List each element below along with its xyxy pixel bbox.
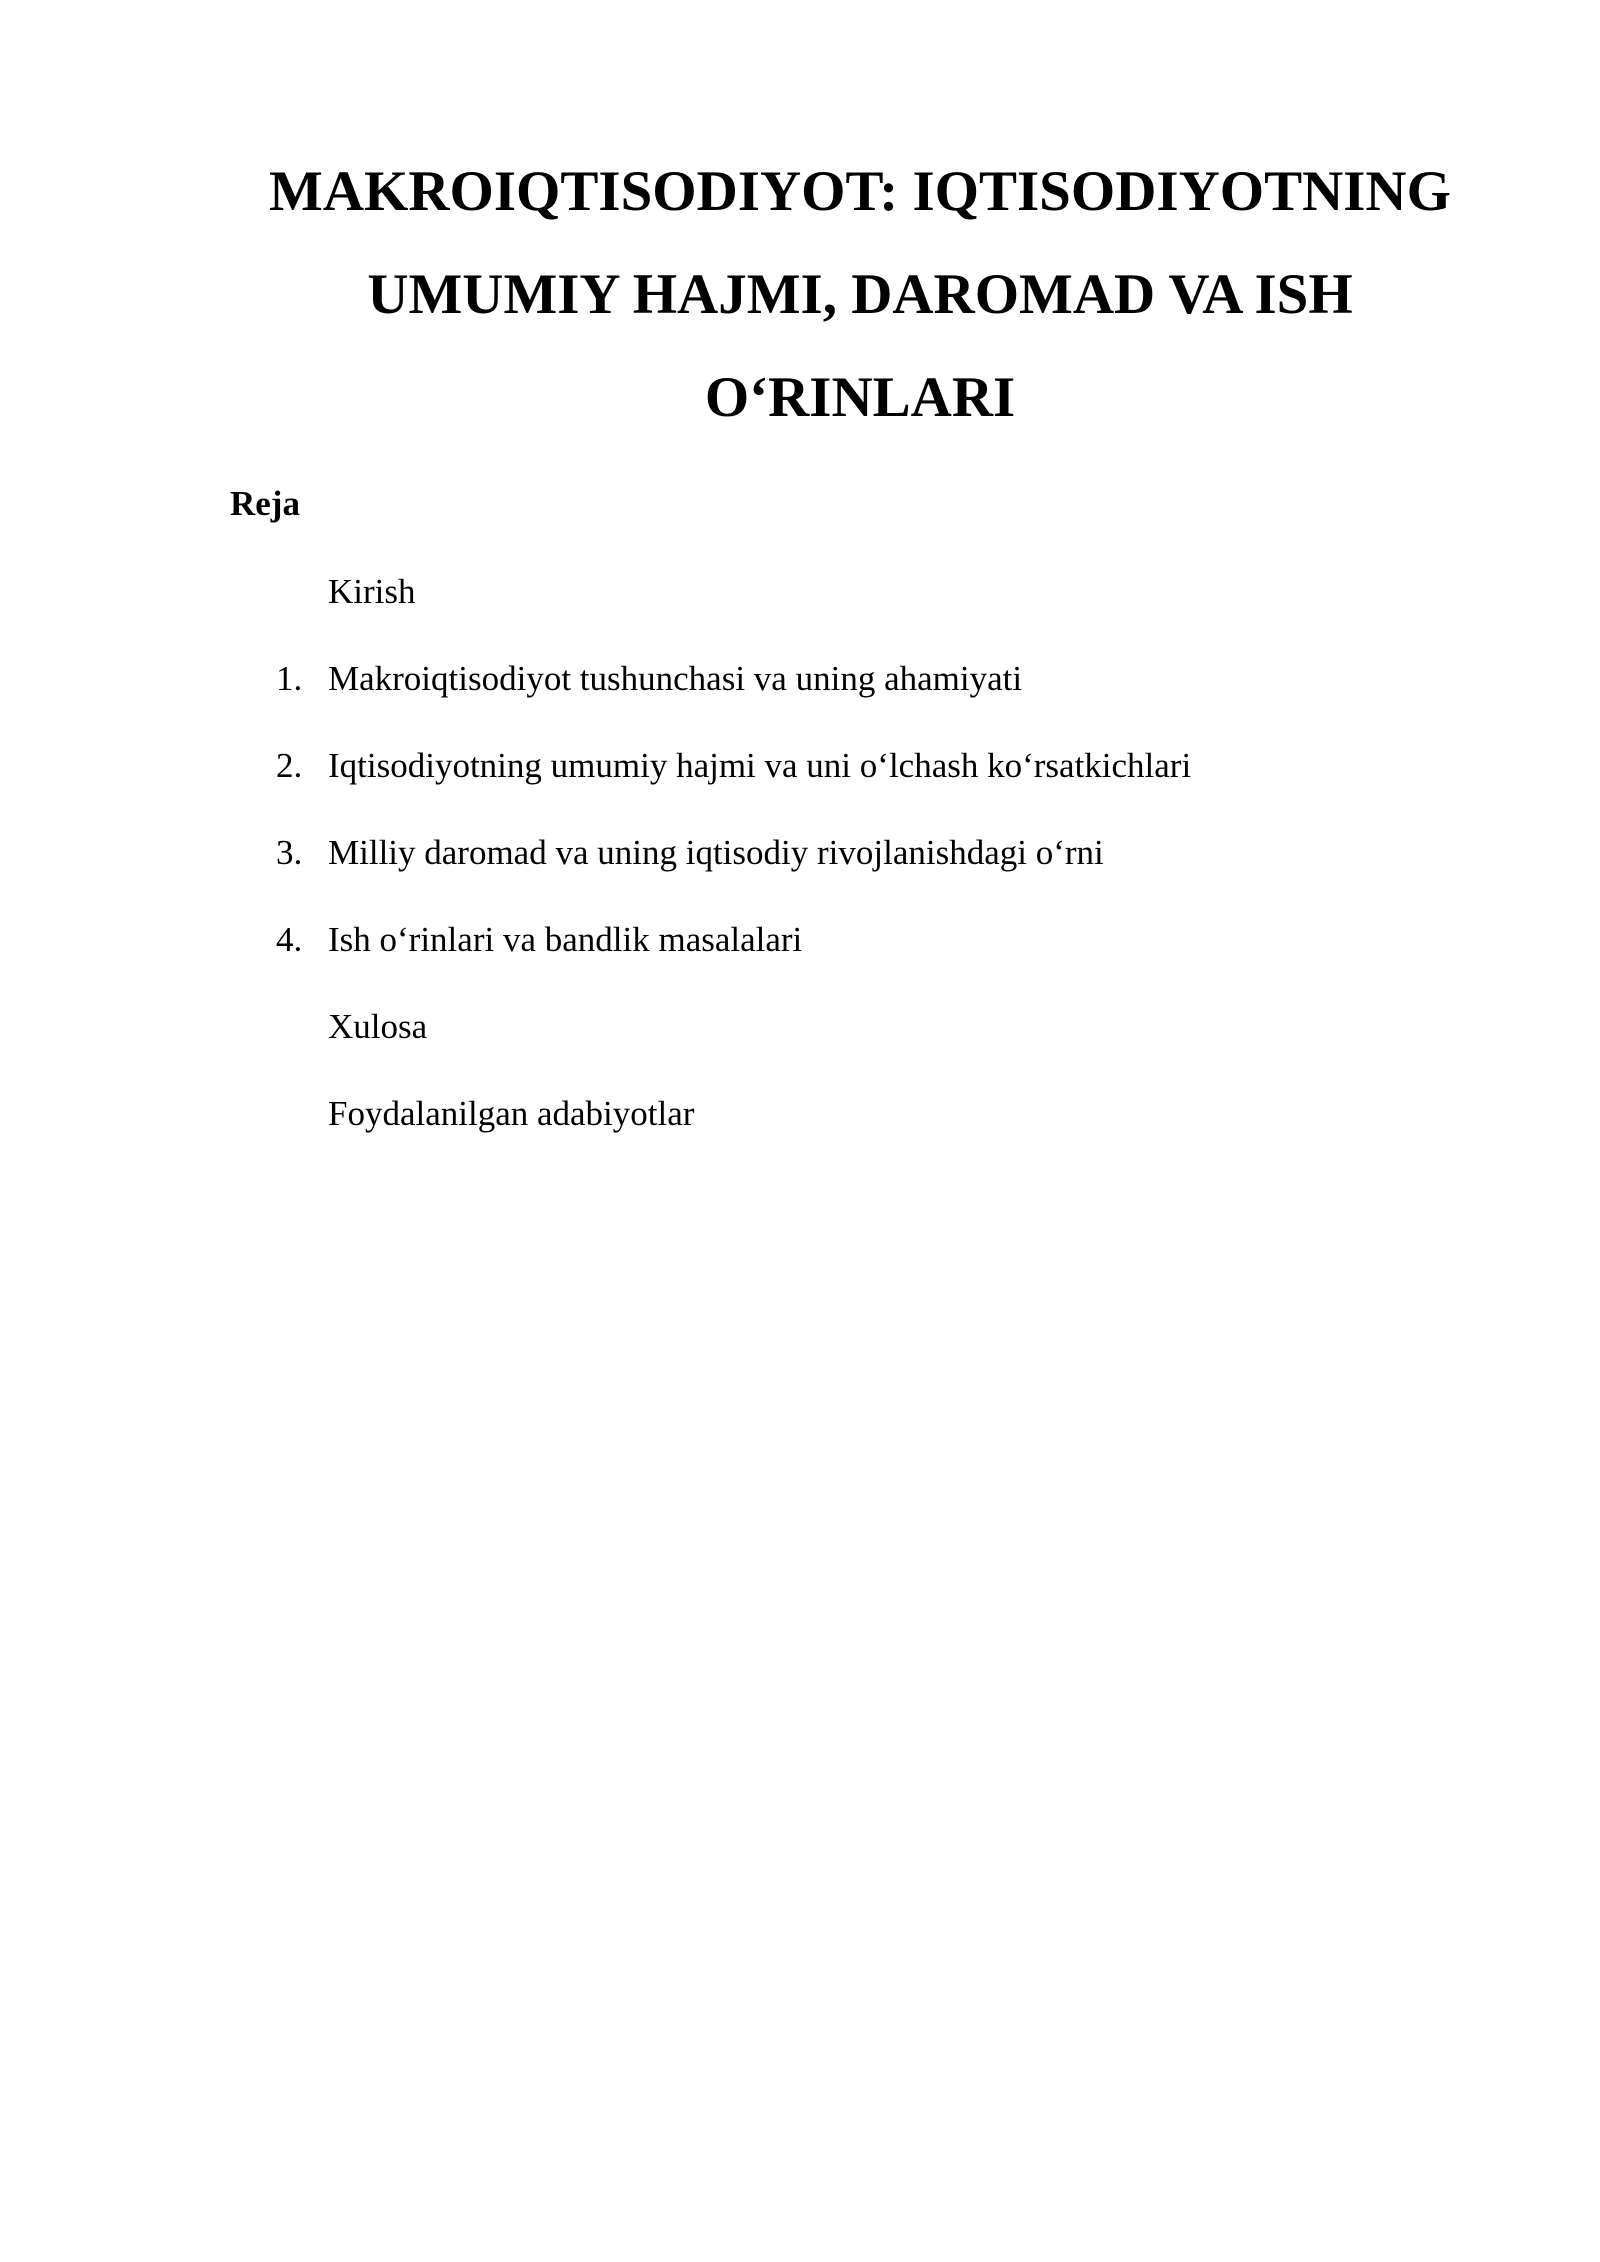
title-line-2: UMUMIY HAJMI, DAROMAD VA ISH (367, 263, 1353, 326)
plan-item-text: Iqtisodiyotning umumiy hajmi va uni o‘lchash ko‘rsatkichlari (328, 746, 1192, 785)
plan-item-text: Kirish (328, 572, 416, 611)
plan-item-number: 1. (276, 659, 303, 698)
plan-item-2 (230, 742, 1430, 829)
plan-item-references (230, 1090, 1430, 1177)
plan-item-intro (230, 568, 1430, 655)
plan-item-text: Makroiqtisodiyot tushunchasi va uning ahamiyati (328, 659, 1023, 698)
plan-item-4 (230, 916, 1430, 1003)
title-line-3: O‘RINLARI (704, 366, 1016, 429)
plan-item-conclusion (230, 1003, 1430, 1090)
plan-item-text: Ish o‘rinlari va bandlik masalalari (328, 920, 803, 959)
plan-item-number: 2. (276, 746, 303, 785)
document-title (230, 140, 1490, 449)
plan-heading: Reja (230, 484, 300, 523)
plan-item-3 (230, 829, 1430, 916)
title-line-1: MAKROIQTISODIYOT: IQTISODIYOTNING (269, 160, 1451, 223)
plan-item-text: Xulosa (328, 1007, 428, 1046)
plan-item-number: 3. (276, 833, 303, 872)
plan-list (230, 568, 1430, 1177)
plan-item-text: Milliy daromad va uning iqtisodiy rivojlanishdagi o‘rni (328, 833, 1104, 872)
plan-item-1 (230, 655, 1430, 742)
plan-item-text: Foydalanilgan adabiyotlar (328, 1094, 695, 1133)
plan-item-number: 4. (276, 920, 303, 959)
